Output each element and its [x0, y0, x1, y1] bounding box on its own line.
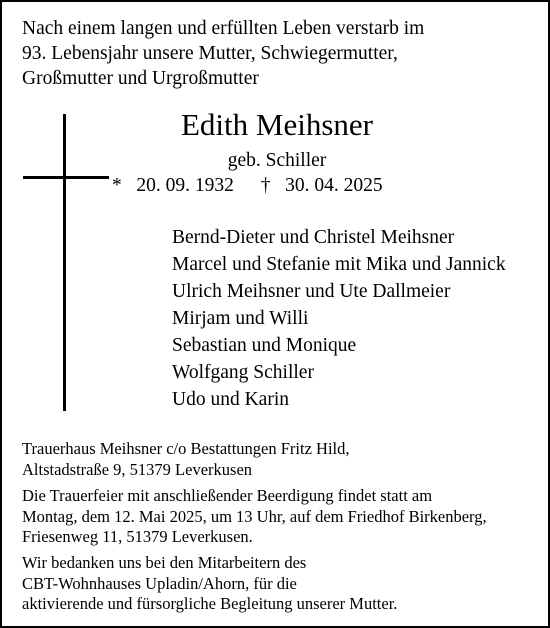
cross-horizontal-bar: [23, 176, 109, 179]
mourner: Udo und Karin: [172, 389, 289, 410]
intro-line: Nach einem langen und erfüllten Leben verstarb im: [22, 18, 425, 39]
life-dates: [112, 174, 383, 198]
birth-symbol: *: [112, 175, 122, 196]
thanks-line: aktivierende und fürsorgliche Begleitung unserer Mutter.: [22, 594, 398, 613]
mourner: Sebastian und Monique: [172, 335, 357, 356]
intro-line: Großmutter und Urgroßmutter: [22, 68, 259, 89]
funeral-line: Friesenweg 11, 51379 Leverkusen.: [22, 527, 253, 546]
maiden-name: geb. Schiller: [227, 150, 327, 171]
funeral-line: Montag, dem 12. Mai 2025, um 13 Uhr, auf dem Friedhof Birkenberg,: [22, 506, 487, 526]
death-symbol: †: [260, 175, 271, 196]
thanks-line: CBT-Wohnhauses Upladin/Ahorn, für die: [22, 573, 297, 593]
thanks-note: [22, 553, 397, 615]
mourner: Marcel und Stefanie mit Mika und Jannick: [172, 254, 506, 275]
death-date: 30. 04. 2025: [285, 175, 383, 196]
mourner: Mirjam und Willi: [172, 308, 309, 329]
thanks-line: Wir bedanken uns bei den Mitarbeitern des: [22, 553, 307, 572]
contact-line: Altstadstraße 9, 51379 Leverkusen: [22, 459, 253, 479]
contact-address: [22, 439, 350, 480]
mourner: Ulrich Meihsner und Ute Dallmeier: [172, 281, 451, 302]
intro-text: [22, 16, 542, 91]
funeral-line: Die Trauerfeier mit anschließender Beerdigung findet statt am: [22, 486, 433, 505]
mourners-list: [172, 224, 506, 413]
intro-line: 93. Lebensjahr unsere Mutter, Schwiegermutter,: [22, 43, 398, 64]
birth-date: 20. 09. 1932: [136, 175, 234, 196]
mourner: Wolfgang Schiller: [172, 362, 314, 383]
contact-line: Trauerhaus Meihsner c/o Bestattungen Fritz Hild,: [22, 439, 350, 458]
deceased-name: Edith Meihsner: [181, 107, 373, 142]
mourner: Bernd-Dieter und Christel Meihsner: [172, 227, 455, 248]
funeral-info: [22, 486, 487, 548]
